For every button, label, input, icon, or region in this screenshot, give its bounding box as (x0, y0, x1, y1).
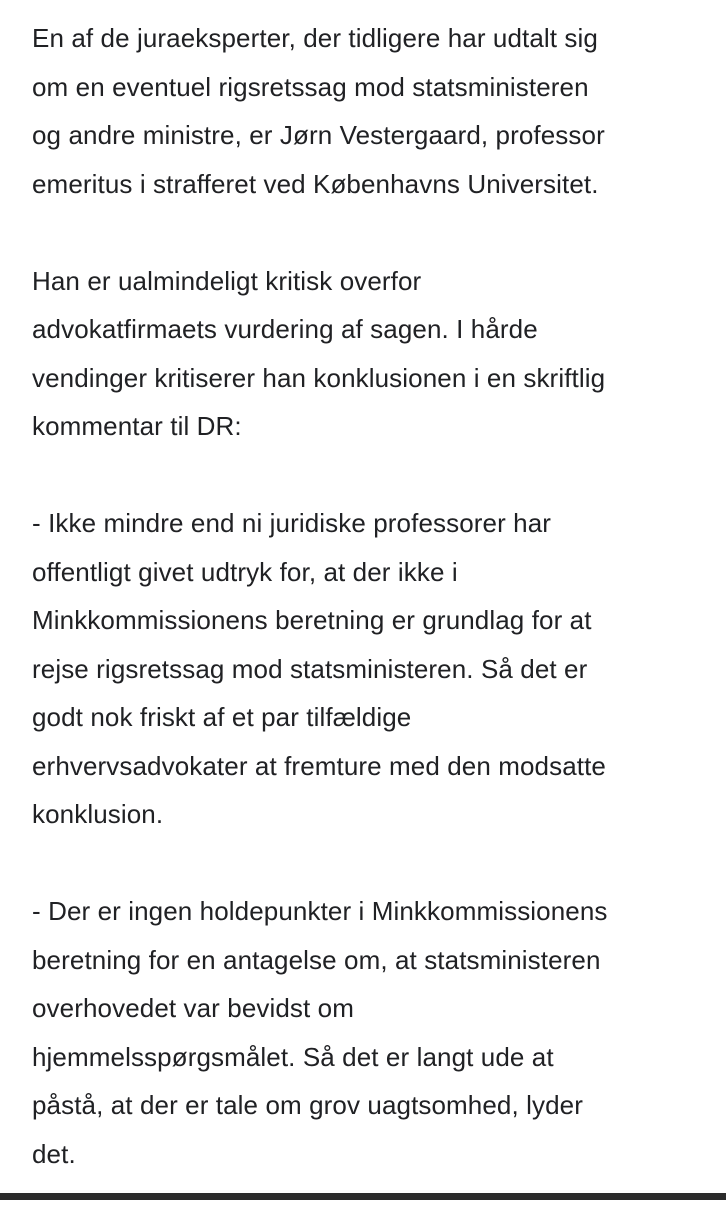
paragraph-intro (32, 14, 702, 208)
text-line: Minkkommissionens beretning er grundlag for at (32, 605, 592, 635)
text-line: rejse rigsretssag mod statsministeren. Så det er (32, 653, 588, 684)
text-line: erhvervsadvokater at fremture med den modsatte (32, 750, 606, 781)
text-line: om en eventuel rigsretssag mod statsministeren (32, 71, 589, 102)
text-line: kommentar til DR: (32, 411, 242, 441)
text-line: En af de juraeksperter, der tidligere har udtalt sig (32, 23, 598, 53)
text-line: - Der er ingen holdepunkter i Minkkommissionens (32, 896, 608, 926)
text-line: det. (32, 1138, 76, 1169)
text-line: - Ikke mindre end ni juridiske professorer har (32, 508, 552, 538)
text-line: overhovedet var bevidst om (32, 993, 354, 1023)
bottom-divider-bar (0, 1193, 726, 1200)
text-line: vendinger kritiserer han konklusionen i en skriftlig (32, 362, 606, 393)
quote-paragraph-1 (32, 499, 702, 839)
text-line: Han er ualmindeligt kritisk overfor (32, 265, 422, 296)
quote-paragraph-2 (32, 887, 702, 1178)
text-line: emeritus i strafferet ved Københavns Universitet. (32, 168, 599, 199)
text-line: og andre ministre, er Jørn Vestergaard, professor (32, 120, 605, 150)
text-line: påstå, at der er tale om grov uagtsomhed, lyder (32, 1090, 583, 1120)
text-line: konklusion. (32, 799, 164, 829)
text-line: advokatfirmaets vurdering af sagen. I hårde (32, 314, 538, 344)
text-line: beretning for en antagelse om, at statsministeren (32, 944, 601, 975)
text-line: hjemmelsspørgsmålet. Så det er langt ude at (32, 1041, 554, 1072)
text-line: offentligt givet udtryk for, at der ikke i (32, 556, 458, 587)
article-body (32, 14, 702, 1227)
text-line: godt nok friskt af et par tilfældige (32, 702, 412, 732)
paragraph-critique (32, 257, 702, 451)
